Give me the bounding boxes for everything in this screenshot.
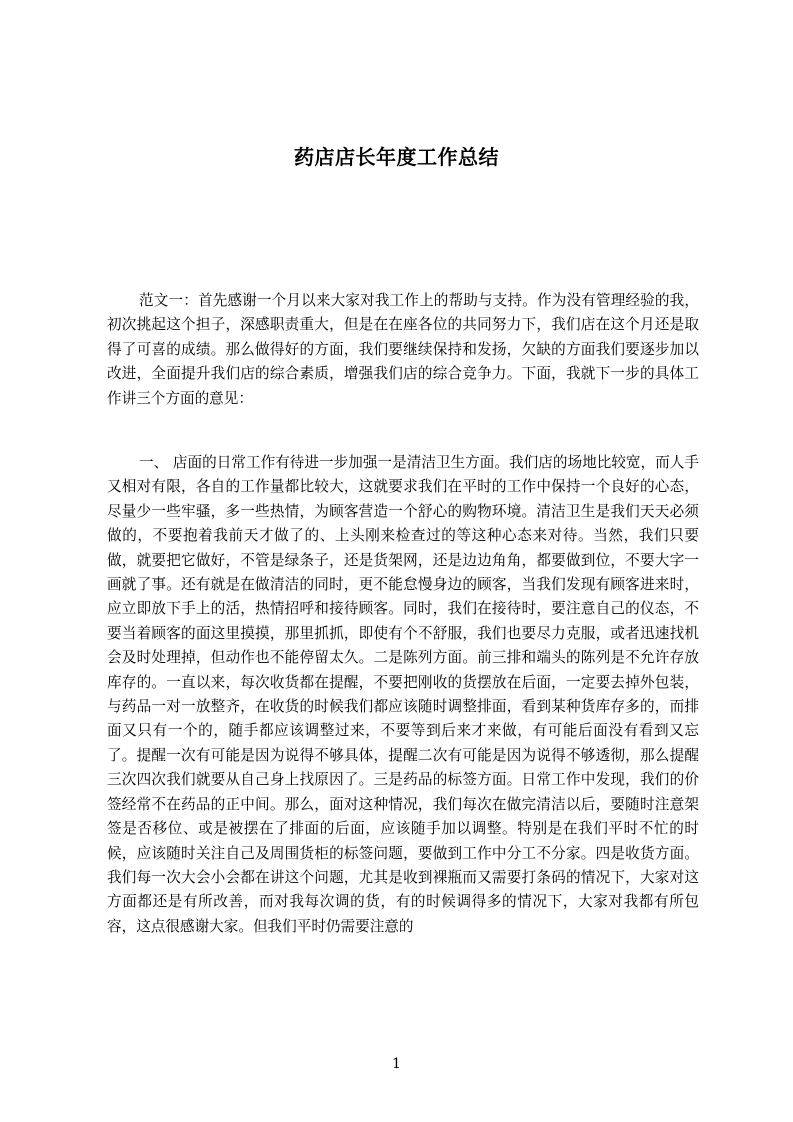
- document-title: 药店店长年度工作总结: [294, 145, 499, 169]
- page-number: 1: [392, 1056, 401, 1072]
- paragraph-section-one: 一、 店面的日常工作有待进一步加强一是清洁卫生方面。我们店的场地比较宽，而人手又相对有限，各自的工作量都比较大，这就要求我们在平时的工作中保持一个良好的心态，尽量少一些牢骚，多一些热情，为顾客营造一个舒心的购物环境。清洁卫生是我们天天必须做的，不要抱着我前天才做了的、上头刚来检查过的等这种心态来对待。当然，我们只要做，就要把它做好，不管是绿条子，还是货架网，还是边边角角，都要做到位，不要大字一画就了事。还有就是在做清洁的同时，更不能怠慢身边的顾客，当我们发现有顾客进来时，应立即放下手上的活，热情招呼和接待顾客。同时，我们在接待时，要注意自己的仪态，不要当着顾客的面这里摸摸，那里抓抓，即使有个不舒服，我们也要尽力克服，或者迅速找机会及时处理掉，但动作也不能停留太久。二是陈列方面。前三排和端头的陈列是不允许存放库存的。一直以来，每次收货都在提醒，不要把刚收的货摆放在后面，一定要去掉外包装，与药品一对一放整齐，在收货的时候我们都应该随时调整排面，看到某种货库存多的，而排面又只有一个的，随手都应该调整过来，不要等到后来才来做，有可能后面没有看到又忘了。提醒一次有可能是因为说得不够具体，提醒二次有可能是因为说得不够透彻，那么提醒三次四次我们就要从自己身上找原因了。三是药品的标签方面。日常工作中发现，我们的价签经常不在药品的正中间。那么，面对这种情况，我们每次在做完清洁以后，要随时注意架签是否移位、或是被摆在了排面的后面，应该随手加以调整。特别是在我们平时不忙的时候，应该随时关注自己及周围货柜的标签问题，要做到工作中分工不分家。四是收货方面。我们每一次大会小会都在讲这个问题，尤其是收到裸瓶而又需要打条码的情况下，大家对这方面都还是有所改善，而对我每次调的货，有的时候调得多的情况下，大家对我都有所包容，这点很感谢大家。但我们平时仍需要注意的: [107, 454, 699, 935]
- paragraph-intro: 范文一：首先感谢一个月以来大家对我工作上的帮助与支持。作为没有管理经验的我，初次挑起这个担子，深感职责重大，但是在在座各位的共同努力下，我们店在这个月还是取得了可喜的成绩。那么做得好的方面，我们要继续保持和发扬，欠缺的方面我们要逐步加以改进，全面提升我们店的综合素质，增强我们店的综合竞争力。下面，我就下一步的具体工作讲三个方面的意见：: [107, 292, 699, 407]
